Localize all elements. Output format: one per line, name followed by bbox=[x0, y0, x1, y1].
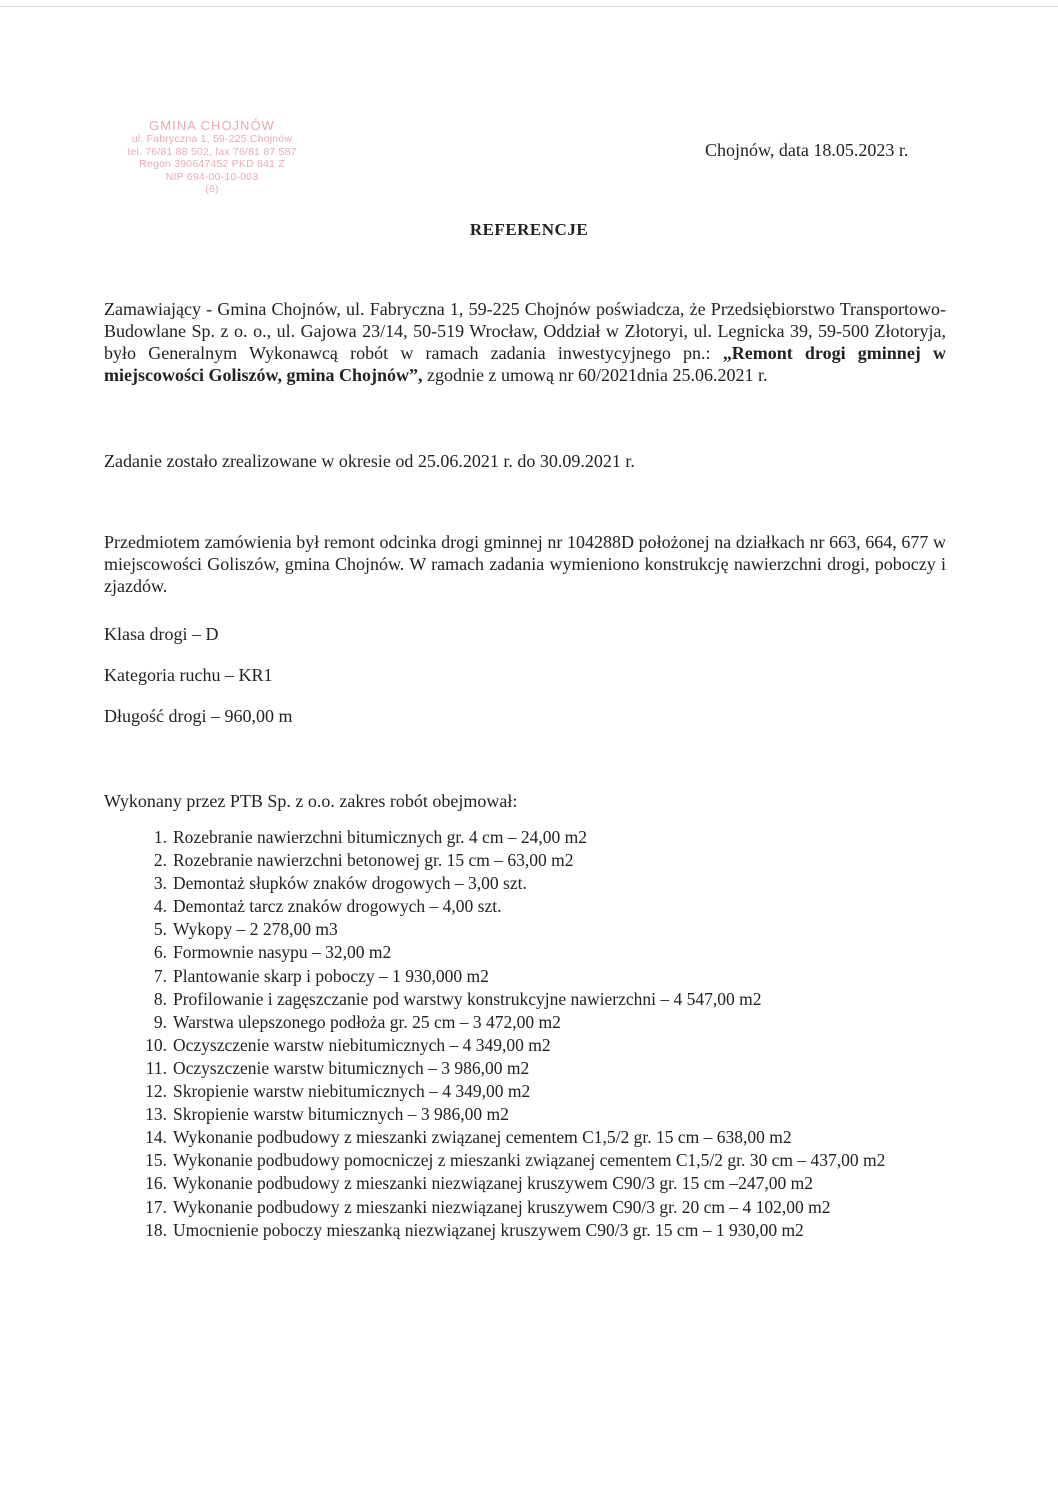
works-list bbox=[135, 826, 955, 1242]
list-item bbox=[135, 826, 955, 849]
list-item-number: 12. bbox=[145, 1081, 167, 1102]
municipality-stamp bbox=[92, 118, 332, 196]
list-item bbox=[135, 941, 955, 964]
list-item-text: Wykonanie podbudowy z mieszanki niezwiązanej kruszywem C90/3 gr. 15 cm –247,00 m2 bbox=[173, 1173, 813, 1194]
document-title: REFERENCJE bbox=[469, 220, 589, 239]
list-item bbox=[135, 1149, 955, 1172]
stamp-phones: tel. 76/81 88 502, fax 76/81 87 587 bbox=[127, 145, 297, 158]
list-item-text: Rozebranie nawierzchni bitumicznych gr. 4 cm – 24,00 m2 bbox=[173, 827, 588, 847]
list-item-number: 17. bbox=[145, 1196, 167, 1217]
list-item-number: 8. bbox=[153, 988, 167, 1009]
list-item bbox=[135, 918, 955, 941]
list-item bbox=[135, 1057, 955, 1080]
intro-paragraph bbox=[104, 298, 946, 386]
stamp-name: GMINA CHOJNÓW bbox=[149, 118, 275, 133]
subject-paragraph: Przedmiotem zamówienia był remont odcinka drogi gminnej nr 104288D położonej na działkach nr 663, 664, 677 w miejscowości Goliszów, gmina Chojnów. W ramach zadania wymieniono konstrukcję nawierzchni drogi, poboczy i zjazdów. bbox=[104, 532, 946, 596]
place-and-date: Chojnów, data 18.05.2023 r. bbox=[705, 140, 909, 160]
stamp-mark: (6) bbox=[205, 183, 219, 195]
list-item bbox=[135, 1172, 955, 1195]
list-item-text: Demontaż słupków znaków drogowych – 3,00 szt. bbox=[173, 873, 527, 894]
stamp-regon: Regon 390647452 PKD 841 Z bbox=[139, 158, 285, 170]
list-item-text: Warstwa ulepszonego podłoża gr. 25 cm – 3 472,00 m2 bbox=[173, 1011, 561, 1032]
list-item-number: 6. bbox=[153, 942, 167, 963]
intro-text: Zamawiający - Gmina Chojnów, ul. Fabryczna 1, 59-225 Chojnów poświadcza, że Przedsiębiorstwo Transportowo-Budowlane Sp. z o. o., ul. Gajowa 23/14, 50-519 Wrocław, Oddział w Złotoryi, ul. Legnicka 39, 59-500 Złotoryja, było Generalnym Wykonawcą robót w ramach zadania inwestycyjnego pn.: bbox=[104, 299, 946, 363]
list-item-text: Oczyszczenie warstw bitumicznych – 3 986,00 m2 bbox=[173, 1057, 530, 1078]
list-item-number: 7. bbox=[153, 965, 167, 986]
contract-text: zgodnie z umową nr 60/2021dnia 25.06.2021 r. bbox=[422, 365, 768, 385]
list-item-number: 13. bbox=[145, 1104, 167, 1125]
list-item-number: 1. bbox=[153, 827, 167, 847]
list-item-number: 15. bbox=[145, 1150, 167, 1171]
list-item-text: Wykonanie podbudowy pomocniczej z mieszanki związanej cementem C1,5/2 gr. 30 cm – 437,00 m2 bbox=[173, 1150, 886, 1171]
list-item bbox=[135, 1196, 955, 1219]
list-item-text: Skropienie warstw bitumicznych – 3 986,00 m2 bbox=[173, 1104, 509, 1125]
list-item bbox=[135, 1103, 955, 1126]
list-item-text: Umocnienie poboczy mieszanką niezwiązanej kruszywem C90/3 gr. 15 cm – 1 930,00 m2 bbox=[173, 1219, 804, 1240]
task-name: „Remont drogi gminnej w miejscowości Goliszów, gmina Chojnów”, bbox=[104, 343, 947, 385]
period-paragraph: Zadanie zostało zrealizowane w okresie od 25.06.2021 r. do 30.09.2021 r. bbox=[104, 451, 635, 471]
road-class: Klasa drogi – D bbox=[104, 624, 219, 644]
list-item-number: 18. bbox=[145, 1219, 167, 1240]
list-item-text: Wykopy – 2 278,00 m3 bbox=[173, 919, 338, 940]
list-item-number: 14. bbox=[145, 1127, 167, 1148]
list-item-text: Profilowanie i zagęszczanie pod warstwy konstrukcyjne nawierzchni – 4 547,00 m2 bbox=[173, 988, 762, 1009]
list-item bbox=[135, 1126, 955, 1149]
stamp-nip: NIP 694-00-10-003 bbox=[165, 170, 259, 183]
list-item bbox=[135, 1080, 955, 1103]
road-length: Długość drogi – 960,00 m bbox=[104, 706, 293, 726]
list-item-number: 5. bbox=[153, 919, 167, 940]
list-item-number: 10. bbox=[145, 1034, 167, 1055]
list-item-number: 3. bbox=[153, 873, 167, 894]
list-item bbox=[135, 1034, 955, 1057]
list-item bbox=[135, 1219, 955, 1242]
list-item-text: Wykonanie podbudowy z mieszanki związanej cementem C1,5/2 gr. 15 cm – 638,00 m2 bbox=[173, 1127, 792, 1148]
page-top-border bbox=[0, 6, 1058, 7]
list-item bbox=[135, 872, 955, 895]
list-item bbox=[135, 1011, 955, 1034]
scope-heading: Wykonany przez PTB Sp. z o.o. zakres robót obejmował: bbox=[104, 791, 518, 811]
list-item-text: Plantowanie skarp i poboczy – 1 930,000 m2 bbox=[173, 965, 489, 986]
list-item-text: Formownie nasypu – 32,00 m2 bbox=[173, 942, 392, 963]
list-item-text: Wykonanie podbudowy z mieszanki niezwiązanej kruszywem C90/3 gr. 20 cm – 4 102,00 m2 bbox=[173, 1196, 831, 1217]
list-item bbox=[135, 895, 955, 918]
list-item-number: 4. bbox=[153, 896, 167, 917]
stamp-address: ul. Fabryczna 1, 59-225 Chojnów bbox=[131, 133, 293, 145]
list-item-text: Skropienie warstw niebitumicznych – 4 349,00 m2 bbox=[173, 1081, 531, 1102]
list-item-text: Oczyszczenie warstw niebitumicznych – 4 349,00 m2 bbox=[173, 1034, 551, 1055]
list-item-text: Demontaż tarcz znaków drogowych – 4,00 szt. bbox=[173, 896, 502, 917]
list-item-number: 2. bbox=[153, 850, 167, 871]
list-item-text: Rozebranie nawierzchni betonowej gr. 15 cm – 63,00 m2 bbox=[173, 850, 574, 871]
traffic-category: Kategoria ruchu – KR1 bbox=[104, 665, 273, 685]
list-item bbox=[135, 849, 955, 872]
list-item-number: 11. bbox=[145, 1057, 167, 1078]
list-item bbox=[135, 988, 955, 1011]
list-item-number: 9. bbox=[153, 1011, 167, 1032]
list-item bbox=[135, 965, 955, 988]
list-item-number: 16. bbox=[145, 1173, 167, 1194]
